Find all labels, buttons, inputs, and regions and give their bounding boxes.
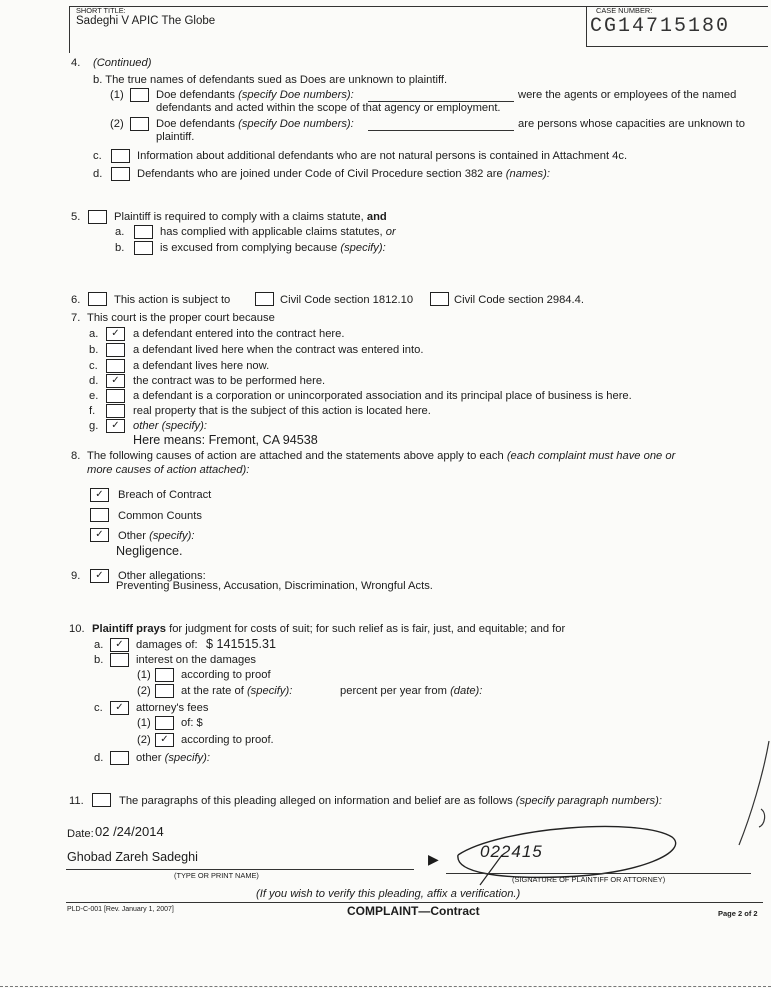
s10-a-letter: a.: [94, 639, 104, 651]
s4-b2-fill-line[interactable]: [368, 130, 514, 131]
s5-b-letter: b.: [115, 242, 125, 254]
s10-b-letter: b.: [94, 654, 104, 666]
s8-breach-checkbox[interactable]: ✓: [90, 488, 109, 502]
s10-b2-percent: percent per year from (date):: [340, 685, 483, 697]
s4-d-text: Defendants who are joined under Code of Civil Procedure section 382 are (names):: [137, 168, 550, 180]
s7-c-checkbox[interactable]: [106, 359, 125, 373]
s4-num: 4.: [71, 57, 81, 69]
s9-fill: Preventing Business, Accusation, Discrimination, Wrongful Acts.: [116, 580, 433, 592]
short-title-label: SHORT TITLE:: [76, 6, 126, 15]
s5-num: 5.: [71, 211, 81, 223]
s5-checkbox[interactable]: [88, 210, 107, 224]
s4-b2-text-b: are persons whose capacities are unknown to: [518, 118, 745, 130]
s4-b1-text-b: were the agents or employees of the named: [518, 89, 737, 101]
s7-f-text: real property that is the subject of this action is located here.: [133, 405, 431, 417]
s10-c-text: attorney's fees: [136, 702, 209, 714]
s10-c-letter: c.: [94, 702, 103, 714]
s5-b-checkbox[interactable]: [134, 241, 153, 255]
s11-num: 11.: [69, 795, 84, 807]
s10-b-checkbox[interactable]: [110, 653, 129, 667]
signature-mark: 022415: [480, 842, 543, 861]
s11-text: The paragraphs of this pleading alleged on information and belief are as follows (specify paragraph numbers):: [119, 795, 662, 807]
case-number-label: CASE NUMBER:: [596, 6, 653, 15]
s10-d-text: other (specify):: [136, 752, 210, 764]
s7-title: This court is the proper court because: [87, 312, 275, 324]
s8-other-checkbox[interactable]: ✓: [90, 528, 109, 542]
verify-note: (If you wish to verify this pleading, affix a verification.): [256, 888, 521, 900]
s4-c-checkbox[interactable]: [111, 149, 130, 163]
s7-g-fill: Here means: Fremont, CA 94538: [133, 433, 318, 447]
s4-c-letter: c.: [93, 150, 102, 162]
s7-g-checkbox[interactable]: ✓: [106, 419, 125, 433]
s4-b1-text-c: defendants and acted within the scope of that agency or employment.: [156, 102, 501, 114]
s10-c1-text: of: $: [181, 717, 203, 729]
s10-c2-text: according to proof.: [181, 734, 274, 746]
footer-title: COMPLAINT—Contract: [347, 904, 480, 918]
arrow-icon: ▶: [428, 851, 439, 867]
s6-opt2-text: Civil Code section 2984.4.: [454, 294, 584, 306]
s10-text: Plaintiff prays for judgment for costs of suit; for such relief as is fair, just, and equitable; and for: [92, 623, 566, 635]
scan-edge: [0, 986, 771, 987]
s4-c-text: Information about additional defendants who are not natural persons is contained in Attachment 4c.: [137, 150, 628, 162]
s8-num: 8.: [71, 450, 81, 462]
s7-f-letter: f.: [89, 405, 96, 417]
short-title: Sadeghi V APIC The Globe: [76, 15, 216, 27]
s10-c2-num: (2): [137, 734, 151, 746]
s11-checkbox[interactable]: [92, 793, 111, 807]
s4-b-intro: b. The true names of defendants sued as Does are unknown to plaintiff.: [93, 74, 448, 86]
s6-checkbox[interactable]: [88, 292, 107, 306]
s6-opt2-checkbox[interactable]: [430, 292, 449, 306]
s7-b-checkbox[interactable]: [106, 343, 125, 357]
s7-num: 7.: [71, 312, 81, 324]
s7-d-checkbox[interactable]: ✓: [106, 374, 125, 388]
s4-b2-text-c: plaintiff.: [156, 131, 195, 143]
s4-continued: (Continued): [93, 57, 152, 69]
s4-b1-num: (1): [110, 89, 124, 101]
s5-a-letter: a.: [115, 226, 125, 238]
signature-line: [446, 873, 751, 874]
footer-rule: [66, 902, 763, 903]
s7-a-text: a defendant entered into the contract here.: [133, 328, 345, 340]
s7-b-letter: b.: [89, 344, 99, 356]
name-line: [66, 869, 414, 870]
s10-b1-text: according to proof: [181, 669, 271, 681]
s10-c1-num: (1): [137, 717, 151, 729]
s10-a-checkbox[interactable]: ✓: [110, 638, 129, 652]
s8-breach-text: Breach of Contract: [118, 489, 212, 501]
s7-e-text: a defendant is a corporation or unincorporated association and its principal place of business is here.: [133, 390, 632, 402]
margin-scribble-icon: [735, 735, 771, 855]
s4-b2-num: (2): [110, 118, 124, 130]
s4-b2-checkbox[interactable]: [130, 117, 149, 131]
s4-b1-text: Doe defendants (specify Doe numbers):: [156, 89, 354, 101]
s9-checkbox[interactable]: ✓: [90, 569, 109, 583]
date-label: Date:: [67, 828, 94, 840]
s7-b-text: a defendant lived here when the contract was entered into.: [133, 344, 424, 356]
s10-b2-checkbox[interactable]: [155, 684, 174, 698]
s4-b2-text: Doe defendants (specify Doe numbers):: [156, 118, 354, 130]
s7-a-letter: a.: [89, 328, 99, 340]
s5-a-text: has complied with applicable claims statutes, or: [160, 226, 396, 238]
s10-d-checkbox[interactable]: [110, 751, 129, 765]
s7-g-text: other (specify):: [133, 420, 207, 432]
s10-b1-num: (1): [137, 669, 151, 681]
date-value: 02 /24/2014: [95, 824, 164, 839]
signature-caption: (SIGNATURE OF PLAINTIFF OR ATTORNEY): [512, 875, 666, 884]
s9-num: 9.: [71, 570, 81, 582]
s10-num: 10.: [69, 623, 85, 635]
s4-b1-checkbox[interactable]: [130, 88, 149, 102]
s8-common-text: Common Counts: [118, 510, 202, 522]
s5-a-checkbox[interactable]: [134, 225, 153, 239]
s7-a-checkbox[interactable]: ✓: [106, 327, 125, 341]
s8-common-checkbox[interactable]: [90, 508, 109, 522]
s10-c-checkbox[interactable]: ✓: [110, 701, 129, 715]
s10-b2-text: at the rate of (specify):: [181, 685, 293, 697]
s7-d-letter: d.: [89, 375, 99, 387]
s8-text-b: more causes of action attached):: [87, 464, 250, 476]
s4-d-letter: d.: [93, 168, 103, 180]
s10-c2-checkbox[interactable]: ✓: [155, 733, 174, 747]
page-number: Page 2 of 2: [718, 909, 758, 918]
s7-e-checkbox[interactable]: [106, 389, 125, 403]
s9-text: Other allegations:: [118, 570, 206, 582]
s8-other-text: Other (specify):: [118, 530, 195, 542]
s10-b1-checkbox[interactable]: [155, 668, 174, 682]
s7-e-letter: e.: [89, 390, 99, 402]
s6-opt1-checkbox[interactable]: [255, 292, 274, 306]
s8-text-a: The following causes of action are attached and the statements above apply to each (each complaint must have one or: [87, 450, 676, 462]
s5-text: Plaintiff is required to comply with a claims statute, and: [114, 211, 387, 223]
case-number-stamp: CG14715180: [590, 15, 731, 38]
s5-b-text: is excused from complying because (specify):: [160, 242, 386, 254]
s10-d-letter: d.: [94, 752, 104, 764]
s6-num: 6.: [71, 294, 81, 306]
s10-b2-num: (2): [137, 685, 151, 697]
s10-b-text: interest on the damages: [136, 654, 257, 666]
s7-f-checkbox[interactable]: [106, 404, 125, 418]
s7-d-text: the contract was to be performed here.: [133, 375, 326, 387]
s4-d-checkbox[interactable]: [111, 167, 130, 181]
s7-c-letter: c.: [89, 360, 98, 372]
s7-c-text: a defendant lives here now.: [133, 360, 270, 372]
s8-other-fill: Negligence.: [116, 544, 183, 558]
s10-a-amount: $ 141515.31: [206, 637, 277, 651]
s6-text: This action is subject to: [114, 294, 231, 306]
s10-c1-checkbox[interactable]: [155, 716, 174, 730]
form-id: PLD-C-001 [Rev. January 1, 2007]: [67, 906, 174, 913]
s10-a-text: damages of:: [136, 639, 198, 651]
name-caption: (TYPE OR PRINT NAME): [174, 871, 259, 880]
s6-opt1-text: Civil Code section 1812.10: [280, 294, 414, 306]
s7-g-letter: g.: [89, 420, 99, 432]
printed-name: Ghobad Zareh Sadeghi: [67, 850, 198, 864]
